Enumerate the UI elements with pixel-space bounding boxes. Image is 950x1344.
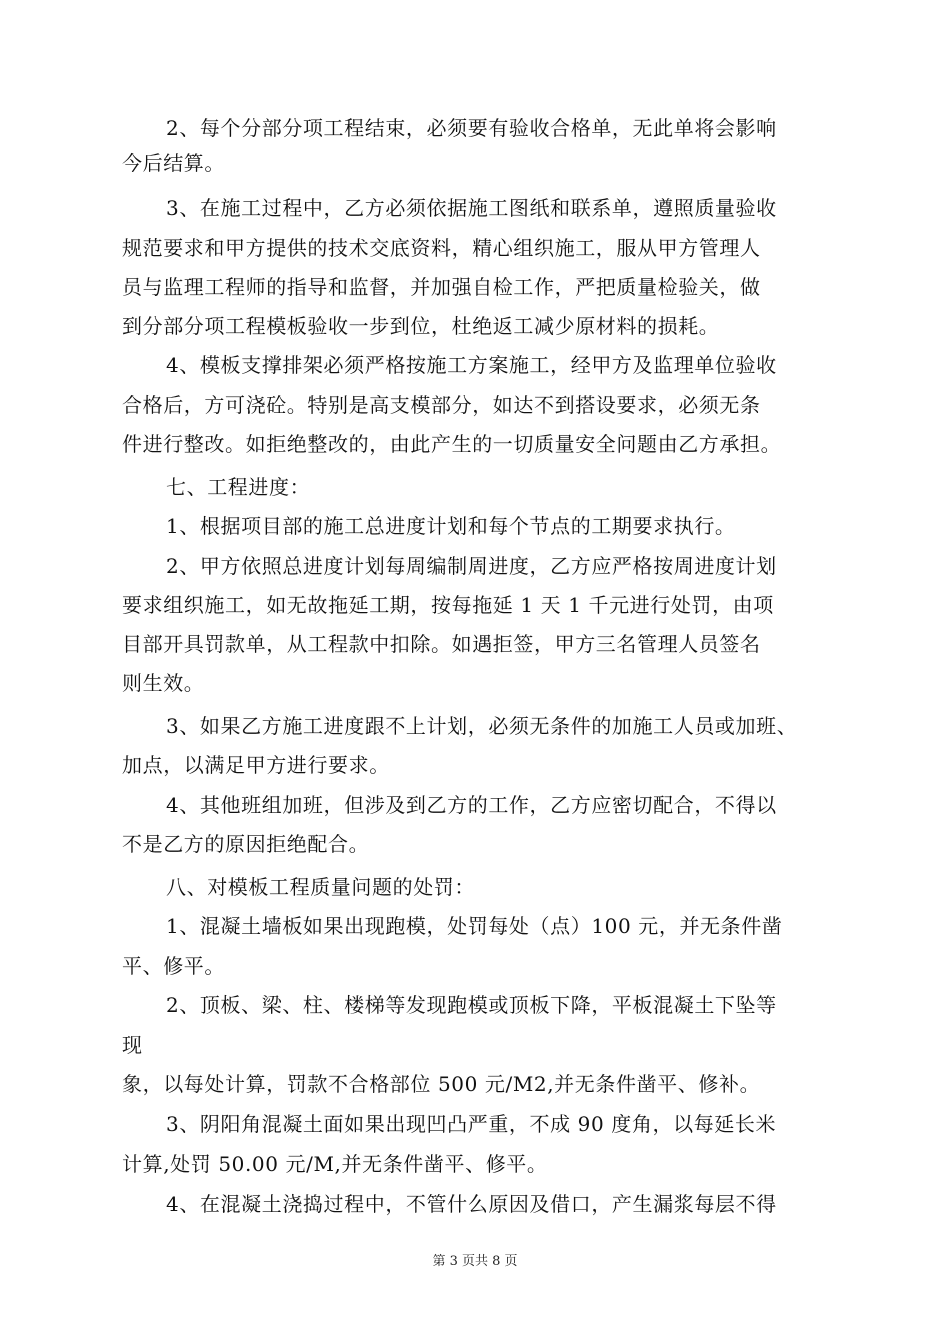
text-line: 2、每个分部分项工程结束，必须要有验收合格单，无此单将会影响 xyxy=(166,116,777,140)
text-line: 不是乙方的原因拒绝配合。 xyxy=(122,832,370,856)
text-line: 则生效。 xyxy=(122,671,205,695)
text-line: 1、混凝土墙板如果出现跑模，处罚每处（点）100 元，并无条件凿 xyxy=(166,914,783,938)
text-line: 加点，以满足甲方进行要求。 xyxy=(122,753,390,777)
text-line: 3、在施工过程中，乙方必须依据施工图纸和联系单，遵照质量验收 xyxy=(166,196,777,220)
text-line: 到分部分项工程模板验收一步到位，杜绝返工减少原材料的损耗。 xyxy=(122,314,720,338)
text-line: 要求组织施工，如无故拖延工期，按每拖延 1 天 1 千元进行处罚，由项 xyxy=(122,593,774,617)
text-line: 员与监理工程师的指导和监督，并加强自检工作，严把质量检验关，做 xyxy=(122,275,761,299)
text-line: 合格后，方可浇砼。特别是高支模部分，如达不到搭设要求，必须无条 xyxy=(122,393,761,417)
text-line: 平、修平。 xyxy=(122,954,225,978)
text-line: 今后结算。 xyxy=(122,151,225,175)
text-line: 目部开具罚款单，从工程款中扣除。如遇拒签，甲方三名管理人员签名 xyxy=(122,632,761,656)
text-line: 规范要求和甲方提供的技术交底资料，精心组织施工，服从甲方管理人 xyxy=(122,236,761,260)
text-line: 3、如果乙方施工进度跟不上计划，必须无条件的加施工人员或加班、 xyxy=(166,714,798,738)
page-number: 第 3 页共 8 页 xyxy=(432,1254,518,1269)
text-line: 4、模板支撑排架必须严格按施工方案施工，经甲方及监理单位验收 xyxy=(166,353,777,377)
text-line: 计算,处罚 50.00 元/M,并无条件凿平、修平。 xyxy=(122,1152,548,1176)
text-line: 1、根据项目部的施工总进度计划和每个节点的工期要求执行。 xyxy=(166,514,736,538)
text-line: 件进行整改。如拒绝整改的，由此产生的一切质量安全问题由乙方承担。 xyxy=(122,432,782,456)
section-heading: 八、对模板工程质量问题的处罚： xyxy=(166,875,475,899)
text-line: 4、在混凝土浇捣过程中，不管什么原因及借口，产生漏浆每层不得 xyxy=(166,1192,777,1216)
text-line: 2、顶板、梁、柱、楼梯等发现跑模或顶板下降，平板混凝土下坠等 xyxy=(166,993,777,1017)
text-line: 现 xyxy=(122,1033,143,1057)
text-line: 2、甲方依照总进度计划每周编制周进度，乙方应严格按周进度计划 xyxy=(166,554,777,578)
section-heading: 七、工程进度： xyxy=(166,475,311,499)
text-line: 象，以每处计算，罚款不合格部位 500 元/M2,并无条件凿平、修补。 xyxy=(122,1072,761,1096)
text-line: 4、其他班组加班，但涉及到乙方的工作，乙方应密切配合，不得以 xyxy=(166,793,777,817)
text-line: 3、阴阳角混凝土面如果出现凹凸严重，不成 90 度角，以每延长米 xyxy=(166,1112,777,1136)
